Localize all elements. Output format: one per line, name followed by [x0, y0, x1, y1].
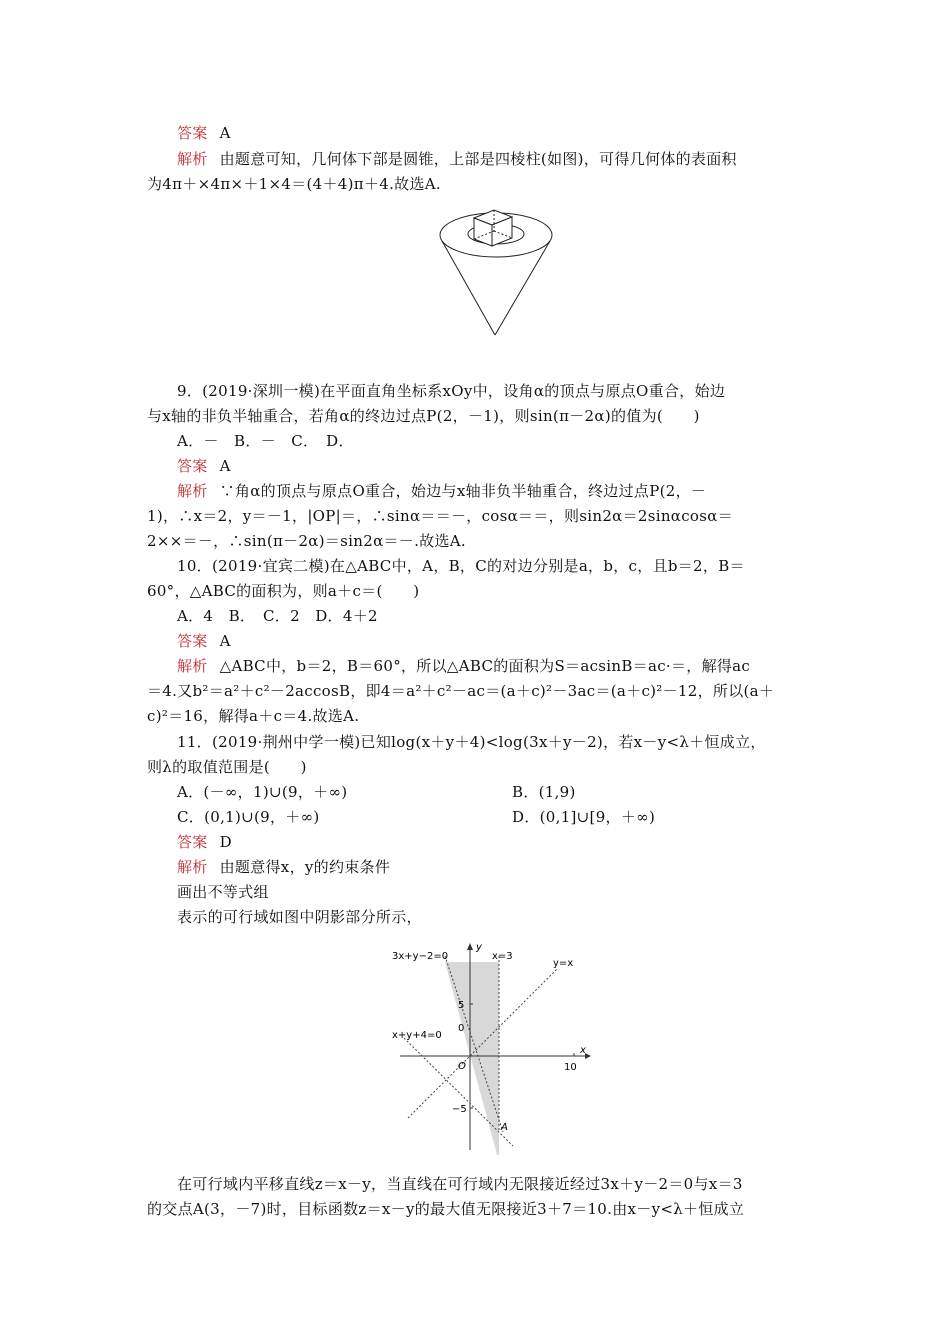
- label-tick-y5: 5: [458, 1000, 465, 1011]
- q10-analysis-1: △ABC中，b＝2，B＝60°，所以△ABC的面积为S＝acsinB＝ac·＝，解得ac: [219, 657, 751, 675]
- q11-answer: D: [219, 833, 232, 851]
- q11-answer-line: [177, 832, 232, 852]
- label-x-y-4: x+y+4=0: [392, 1030, 442, 1041]
- q8-answer: A: [219, 124, 231, 142]
- q9-analysis-line-3: 2××＝－，∴sin(π－2α)＝sin2α＝－.故选A.: [147, 532, 466, 550]
- cone-prism-figure: [438, 204, 560, 338]
- q10-analysis-line-2: ＝4.又b²＝a²＋c²－2accosB，即4＝a²＋c²－ac＝(a＋c)²－3ac＝(a＋c)²－12，所以(a＋: [147, 682, 775, 700]
- q9-answer-line: [177, 456, 231, 476]
- analysis-label: 解析: [177, 657, 208, 675]
- q8-analysis-1: 由题意可知，几何体下部是圆锥，上部是四棱柱(如图)，可得几何体的表面积: [219, 150, 737, 168]
- q9-stem-1: 9．(2019·深圳一模)在平面直角坐标系xOy中，设角α的顶点与原点O重合，始边: [177, 382, 726, 400]
- q9-stem-2: 与x轴的非负半轴重合，若角α的终边过点P(2，－1)，则sin(π－2α)的值为( ): [147, 407, 700, 425]
- answer-label: 答案: [177, 457, 208, 475]
- q8-analysis-line-2: 为4π＋×4π×＋1×4＝(4＋4)π＋4.故选A.: [147, 175, 441, 193]
- q9-analysis-line-1: [177, 481, 706, 501]
- q11-analysis-1: 由题意得x，y的约束条件: [219, 858, 391, 876]
- q11-stem-2: 则λ的取值范围是( ): [147, 758, 307, 776]
- q11-analysis-line-1: [177, 857, 390, 877]
- q10-analysis-line-3: c)²＝16，解得a＋c＝4.故选A.: [147, 707, 360, 725]
- prism: [474, 210, 512, 246]
- label-origin: O: [458, 1061, 466, 1072]
- q8-answer-line: [177, 123, 231, 143]
- q9-analysis-line-2: 1)，∴x＝2，y＝－1，|OP|＝，∴sinα＝＝－，cosα＝＝，则sin2α＝2sinαcosα＝: [147, 507, 733, 525]
- label-x-3: x=3: [492, 951, 513, 962]
- q11-option-c: C．(0,1)∪(9，＋∞): [177, 808, 320, 826]
- q11-option-b: B．(1,9): [512, 783, 576, 801]
- analysis-label: 解析: [177, 482, 208, 500]
- analysis-label: 解析: [177, 150, 208, 168]
- q9-answer: A: [219, 457, 231, 475]
- cone-right-edge: [495, 241, 550, 335]
- q10-options: A．4 B． C．2 D．4＋2: [177, 607, 378, 625]
- label-tick-x10: 10: [564, 1062, 577, 1073]
- label-3x-y-2: 3x+y−2=0: [392, 951, 449, 962]
- label-x-axis: x: [580, 1045, 586, 1056]
- cone-left-edge: [442, 241, 495, 335]
- label-y-axis: y: [476, 942, 482, 953]
- q9-analysis-1: ∵角α的顶点与原点O重合，始边与x轴非负半轴重合，终边过点P(2，－: [219, 482, 707, 500]
- label-y-x: y=x: [553, 958, 574, 969]
- label-tick-y0: 0: [458, 1023, 465, 1034]
- q11-line-2: 画出不等式组: [177, 883, 269, 901]
- q11-option-d: D．(0,1]∪[9，＋∞): [512, 808, 656, 826]
- q11-option-a: A．(－∞，1)∪(9，＋∞): [177, 783, 348, 801]
- y-axis-arrow: [467, 943, 473, 950]
- q11-line-3: 表示的可行域如图中阴影部分所示，: [177, 908, 422, 926]
- analysis-label: 解析: [177, 858, 208, 876]
- q11-after-2: 的交点A(3，－7)时，目标函数z＝x－y的最大值无限接近3＋7＝10.由x－y<λ＋恒成立: [147, 1200, 745, 1218]
- q10-stem-1: 10．(2019·宜宾二模)在△ABC中，A，B，C的对边分别是a，b，c，且b＝2，B＝: [177, 557, 745, 575]
- q10-answer-line: [177, 631, 231, 651]
- q10-stem-2: 60°，△ABC的面积为，则a＋c＝( ): [147, 582, 420, 600]
- answer-label: 答案: [177, 632, 208, 650]
- q10-analysis-line-1: [177, 656, 750, 676]
- q11-after-1: 在可行域内平移直线z＝x－y，当直线在可行域内无限接近经过3x＋y－2＝0与x＝3: [177, 1175, 743, 1193]
- q8-analysis-line-1: [177, 149, 737, 169]
- answer-label: 答案: [177, 124, 208, 142]
- label-point-a: A: [501, 1122, 508, 1133]
- q11-stem-1: 11．(2019·荆州中学一模)已知log(x＋y＋4)<log(3x＋y－2)，若x－y<λ＋恒成立，: [177, 733, 766, 751]
- q11-options-row-2: [177, 807, 320, 827]
- q10-answer: A: [219, 632, 231, 650]
- label-tick-ym5: −5: [452, 1104, 467, 1115]
- answer-label: 答案: [177, 833, 208, 851]
- feasible-region-graph: [388, 940, 593, 1155]
- q9-options: A．－ B．－ C． D．: [177, 432, 354, 450]
- q11-options-row-1: [177, 782, 347, 802]
